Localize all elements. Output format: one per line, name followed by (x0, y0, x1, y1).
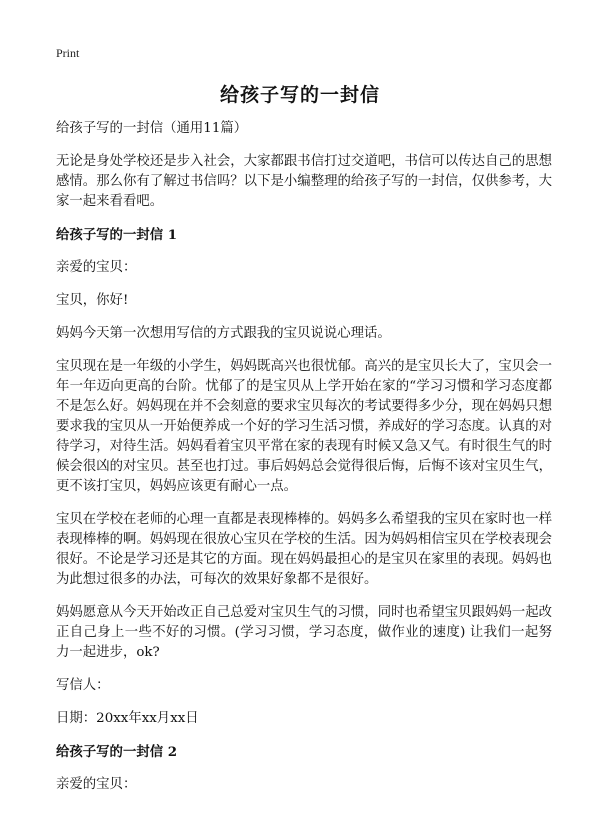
letter-1-signer: 写信人： (56, 678, 110, 693)
letter-1-paragraph-2: 宝贝现在是一年级的小学生，妈妈既高兴也很忧郁。高兴的是宝贝长大了，宝贝会一年一年迈向更高的台阶。忧郁了的是宝贝从上学开始在家的“学习习惯和学习态度都不是怎么好。妈妈现在并不会刻意的要求宝贝每次的考试要得多少分，现在妈妈只想要求我的宝贝从一开始便养成一个好的学习生活习惯，养成好的学习态度。认真的对待学习，对待生活。妈妈看着宝贝平常在家的表现有时候又急又气。有时很生气的时候会很凶的对宝贝。甚至也打过。事后妈妈总会觉得很后悔，后悔不该对宝贝生气，更不该打宝贝，妈妈应该更有耐心一点。 (56, 359, 552, 494)
letter-1-paragraph-1: 妈妈今天第一次想用写信的方式跟我的宝贝说说心理话。 (56, 326, 391, 341)
print-label[interactable]: Print (56, 46, 80, 60)
document-body (56, 119, 552, 808)
letter-1-greeting: 宝贝，你好! (56, 293, 129, 308)
letter-1-paragraph-3: 宝贝在学校在老师的心理一直都是表现棒棒的。妈妈多么希望我的宝贝在家时也一样表现棒棒的啊。妈妈现在很放心宝贝在学校的生活。因为妈妈相信宝贝在学校表现会很好。不论是学习还是其它的方面。现在妈妈最担心的是宝贝在家里的表现。妈妈也为此想过很多的办法，可每次的效果好象都不是很好。 (56, 512, 552, 587)
letter-2-salutation: 亲爱的宝贝： (56, 777, 137, 792)
document-subtitle: 给孩子写的一封信（通用11篇） (56, 121, 248, 136)
page-title: 给孩子写的一封信 (219, 84, 380, 106)
intro-paragraph: 无论是身处学校还是步入社会，大家都跟书信打过交道吧，书信可以传达自己的思想感情。那么你有了解过书信吗？以下是小编整理的给孩子写的一封信，仅供参考，大家一起来看看吧。 (56, 154, 552, 209)
letter-1-date: 日期：20xx年xx月xx日 (56, 711, 199, 726)
letter-1-heading: 给孩子写的一封信 1 (56, 227, 178, 243)
letter-1-salutation: 亲爱的宝贝： (56, 260, 137, 275)
letter-1-paragraph-4: 妈妈愿意从今天开始改正自己总爱对宝贝生气的习惯，同时也希望宝贝跟妈妈一起改正自己身上一些不好的习惯。(学习习惯，学习态度，做作业的速度) 让我们一起努力一起进步，ok? (56, 605, 552, 660)
letter-2-heading: 给孩子写的一封信 2 (56, 744, 178, 760)
